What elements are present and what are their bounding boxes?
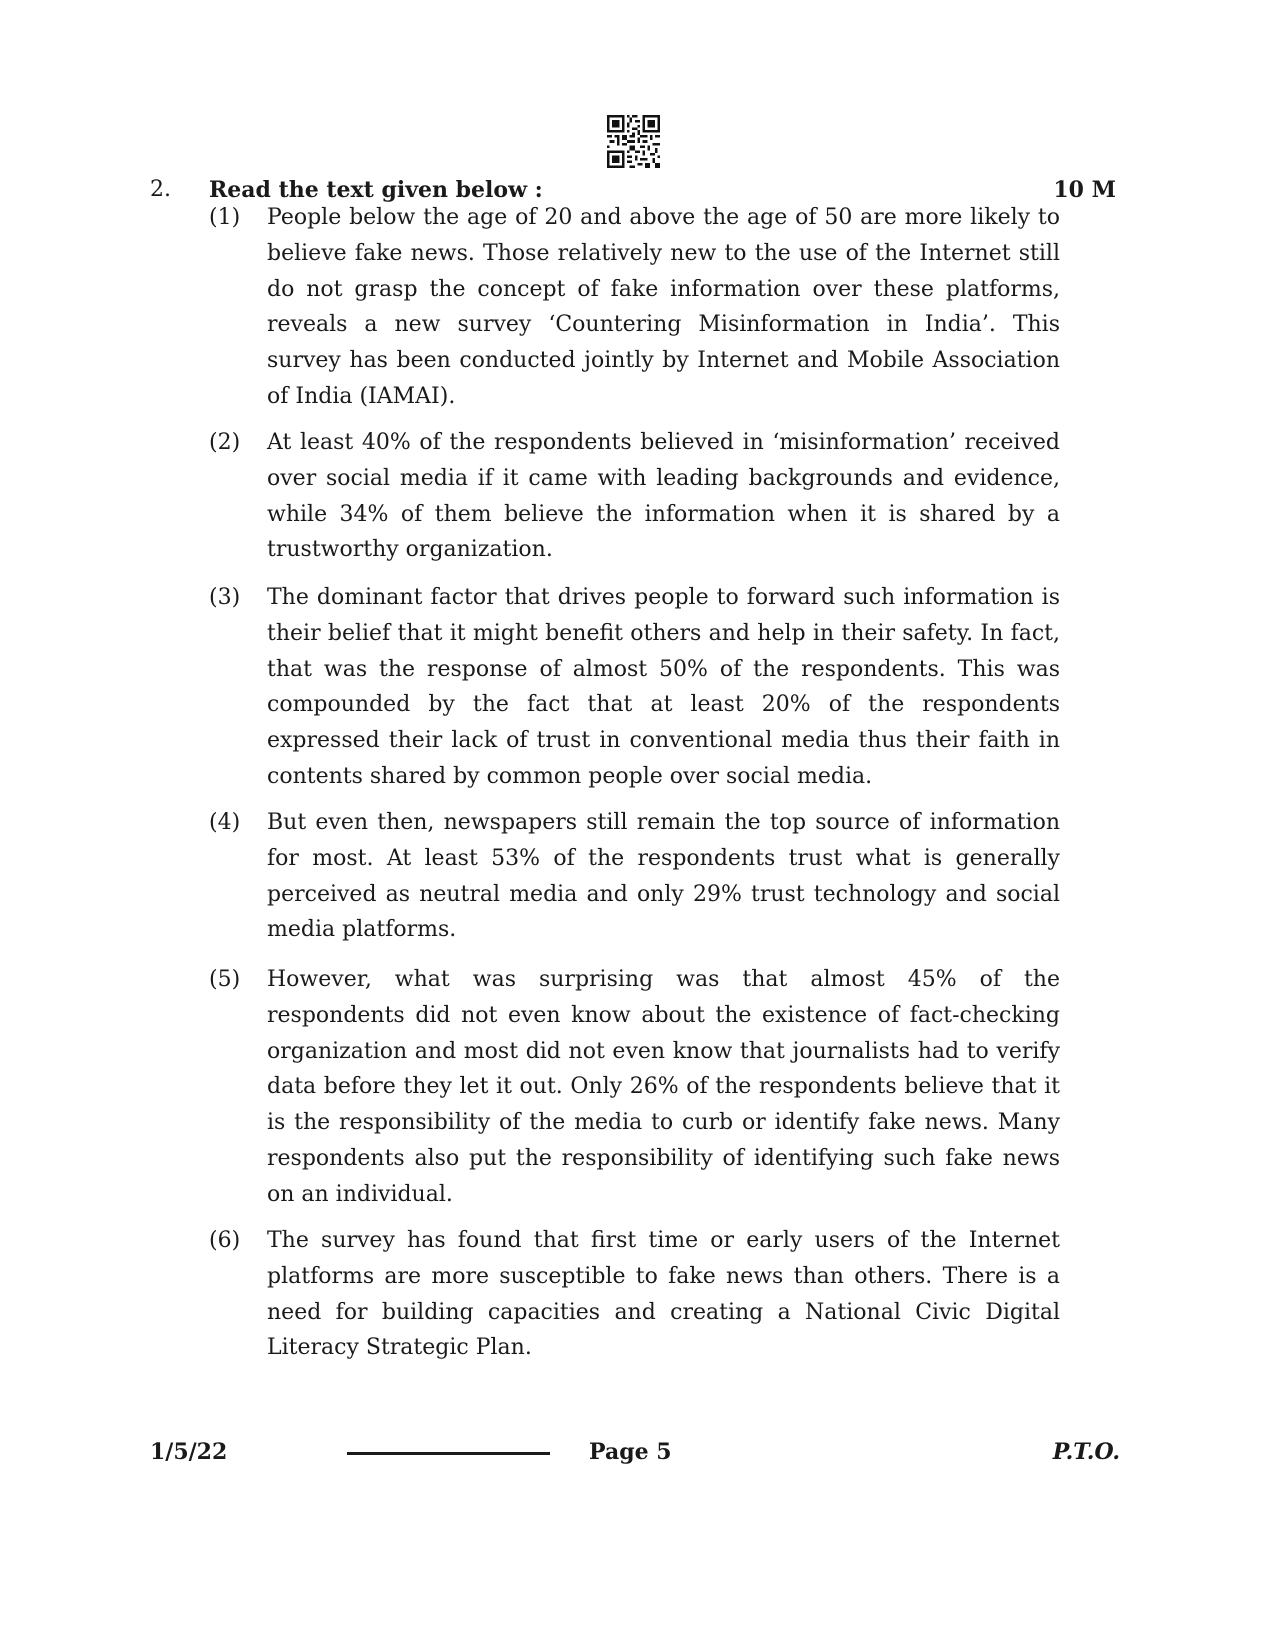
paragraph-4 — [209, 805, 1060, 948]
paragraph-text: At least 40% of the respondents believed in ‘misinformation’ received over social media if it came with leading backgrounds and evidence, while 34% of them believe the information when it is shared by a trustworthy organization. — [267, 430, 1060, 563]
paragraph-number: (5) — [209, 967, 241, 992]
paragraph-2 — [209, 425, 1060, 568]
paragraph-number: (2) — [209, 430, 241, 455]
footer-divider — [347, 1452, 550, 1455]
question-marks: 10 M — [1053, 177, 1116, 203]
paragraph-number: (1) — [209, 205, 241, 230]
paragraph-text: The survey has found that first time or early users of the Internet platforms are more susceptible to fake news than others. There is a need for building capacities and creating a National Civic Digital Literacy Strategic Plan. — [267, 1228, 1060, 1361]
question-title: Read the text given below : — [209, 177, 543, 203]
please-turn-over: P.T.O. — [1052, 1439, 1120, 1465]
paragraph-text: But even then, newspapers still remain the top source of information for most. At least 53% of the respondents trust what is generally perceived as neutral media and only 29% trust technology and social media platforms. — [267, 810, 1060, 943]
paragraph-6 — [209, 1223, 1060, 1366]
paper-code: 1/5/22 — [150, 1439, 228, 1465]
paragraph-text: People below the age of 20 and above the age of 50 are more likely to believe fake news. Those relatively new to the use of the Internet still do not grasp the concept of fake information over these platforms, reveals a new survey ‘Countering Misinformation in India’. This survey has been conducted jointly by Internet and Mobile Association of India (IAMAI). — [267, 205, 1060, 409]
page-number: Page 5 — [589, 1439, 672, 1465]
paragraph-text: However, what was surprising was that almost 45% of the respondents did not even know about the existence of fact-checking organization and most did not even know that journalists had to verify data before they let it out. Only 26% of the respondents believe that it is the responsibility of the media to curb or identify fake news. Many respondents also put the responsibility of identifying such fake news on an individual. — [267, 967, 1060, 1207]
qr-code-icon — [607, 115, 660, 168]
paragraph-5 — [209, 962, 1060, 1213]
paragraph-3 — [209, 580, 1060, 795]
paragraph-number: (6) — [209, 1228, 241, 1253]
paragraph-number: (3) — [209, 585, 241, 610]
paragraph-text: The dominant factor that drives people to forward such information is their belief that it might benefit others and help in their safety. In fact, that was the response of almost 50% of the respondents. This was compounded by the fact that at least 20% of the respondents expressed their lack of trust in conventional media thus their faith in contents shared by common people over social media. — [267, 585, 1060, 789]
paragraph-number: (4) — [209, 810, 241, 835]
question-number: 2. — [150, 177, 171, 202]
paragraph-1 — [209, 200, 1060, 415]
